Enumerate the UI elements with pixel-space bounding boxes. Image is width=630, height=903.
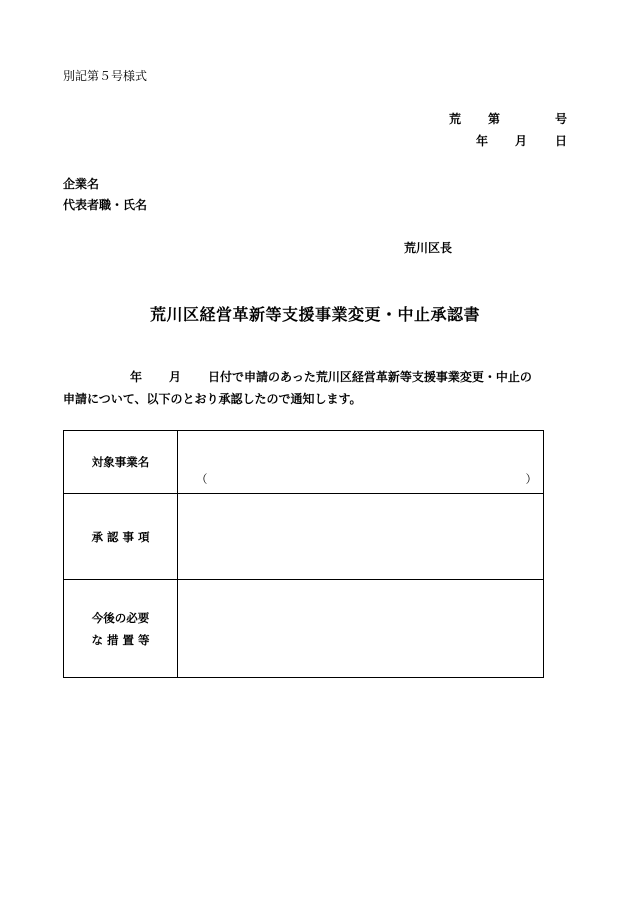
- target-project-label: [64, 431, 178, 494]
- body-line1: 日付で申請のあった荒川区経営革新等支援事業変更・中止の: [208, 370, 532, 384]
- target-project-value: [178, 431, 544, 494]
- table-row: [64, 431, 544, 494]
- body-year: 年: [130, 370, 143, 384]
- approval-items-value: [178, 494, 544, 580]
- required-measures-label-line1: 今後の必要: [91, 610, 150, 625]
- reference-go: 号: [555, 112, 568, 126]
- date-year: 年: [476, 134, 489, 148]
- paren-open: （: [196, 472, 208, 486]
- paren-close: ）: [525, 472, 537, 486]
- reference-ara: 荒: [449, 112, 462, 126]
- form-number: 別記第５号様式: [63, 69, 148, 83]
- approval-items-label: [64, 494, 178, 580]
- document-title: 荒川区経営革新等支援事業変更・中止承認書: [150, 305, 481, 324]
- body-line2: 申請について、以下のとおり承認したので通知します。: [63, 392, 362, 406]
- required-measures-label-line2: な 措 置 等: [91, 632, 150, 647]
- date-day: 日: [555, 134, 568, 148]
- required-measures-label: [64, 580, 178, 678]
- table-row: [64, 494, 544, 580]
- issuer: 荒川区長: [404, 241, 453, 255]
- approval-items-label-text: 承 認 事 項: [91, 529, 150, 544]
- representative-label: 代表者職・氏名: [63, 198, 148, 212]
- approval-table: [63, 430, 544, 678]
- required-measures-value: [178, 580, 544, 678]
- body-month: 月: [169, 370, 182, 384]
- date-month: 月: [515, 134, 528, 148]
- table-row: [64, 580, 544, 678]
- target-project-label-text: 対象事業名: [91, 455, 150, 469]
- reference-dai: 第: [488, 112, 501, 126]
- company-name-label: 企業名: [63, 177, 100, 191]
